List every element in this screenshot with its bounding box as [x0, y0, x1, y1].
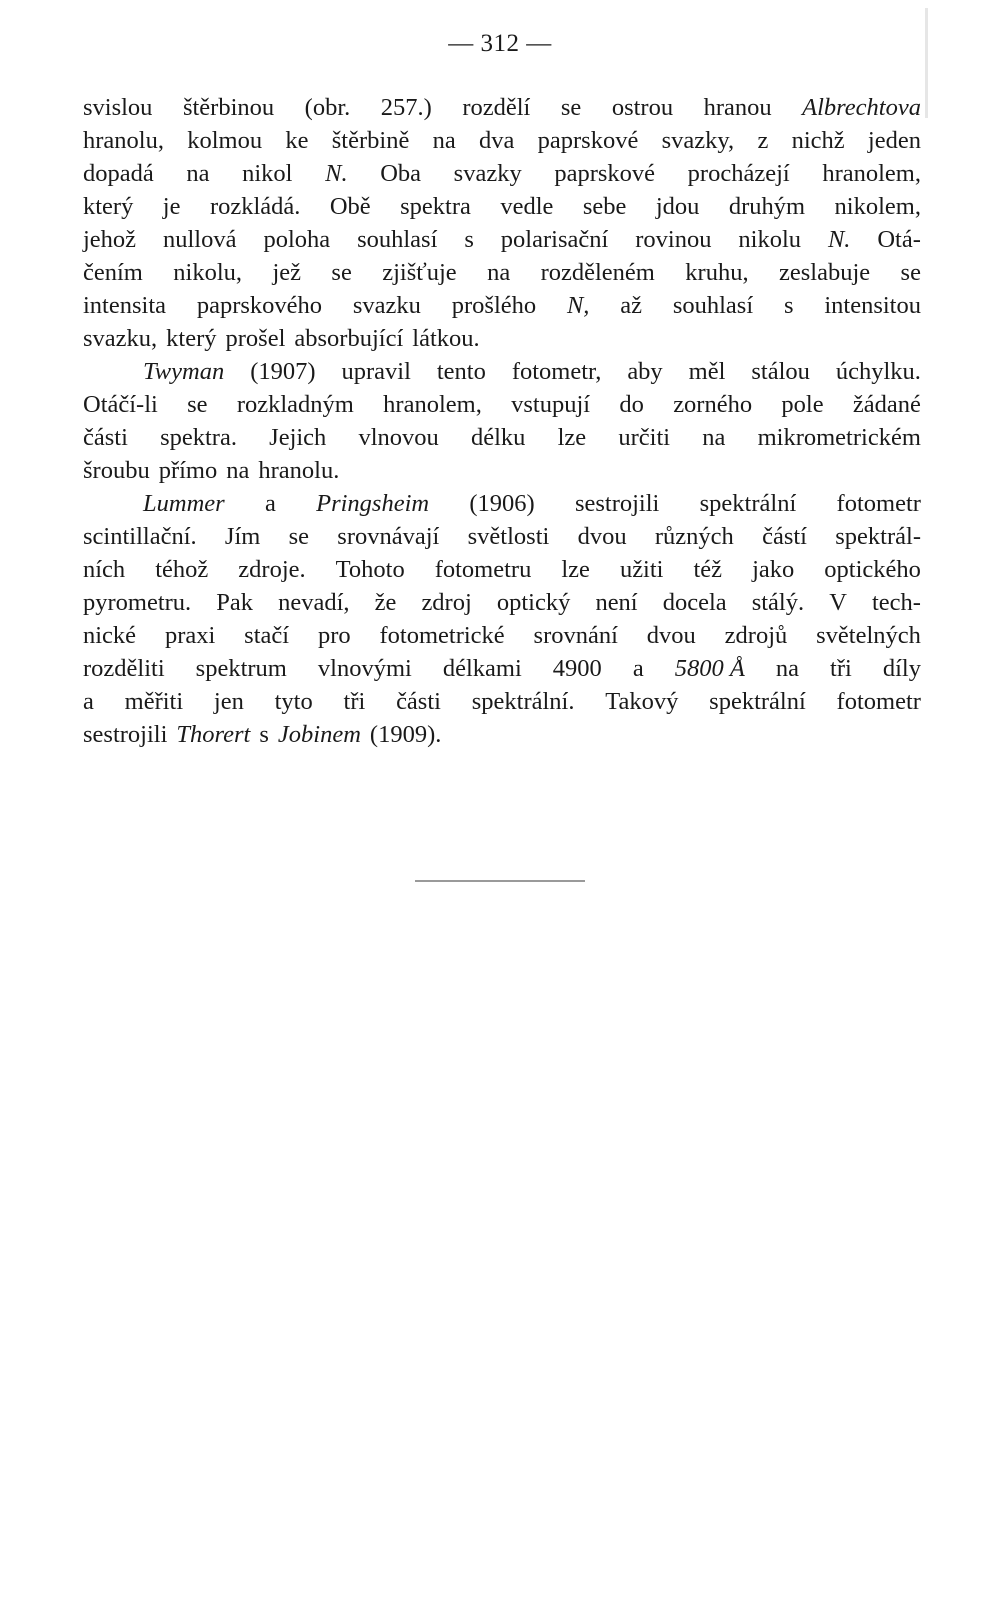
word: fotometr, — [511, 358, 602, 385]
text-line — [83, 157, 921, 190]
word: zdroj — [421, 589, 472, 616]
word: Otá- — [877, 226, 921, 253]
word: (1907) — [250, 358, 316, 385]
word: pyrometru. — [83, 589, 192, 616]
word: sestrojili — [83, 721, 168, 748]
word: části — [83, 424, 128, 451]
word: délkami — [442, 655, 522, 682]
word: svislou — [83, 94, 153, 121]
word: souhlasí — [357, 226, 438, 253]
word: různých — [654, 523, 734, 550]
word: paprskové — [554, 160, 656, 187]
word: intensitou — [824, 292, 921, 319]
word: svazku — [352, 292, 421, 319]
text-line — [83, 586, 921, 619]
word: jdou — [655, 193, 700, 220]
word: a — [632, 655, 644, 682]
word: nikolu, — [173, 259, 243, 286]
word: hranolu. — [258, 457, 340, 484]
text-line — [83, 355, 921, 388]
word: poloha — [263, 226, 331, 253]
word: 257.) — [380, 94, 432, 121]
word: fotometr — [836, 688, 921, 715]
word: fotometrické — [379, 622, 505, 649]
word: úchylku. — [835, 358, 921, 385]
word: spektrum — [195, 655, 287, 682]
word: Twyman — [143, 358, 225, 385]
word: rozděleném — [540, 259, 655, 286]
word: vstupují — [511, 391, 591, 418]
word: rozkládá. — [209, 193, 301, 220]
word: absorbující — [294, 325, 404, 352]
word: Jobinem — [277, 721, 361, 748]
word: užiti — [619, 556, 664, 583]
word: tři — [343, 688, 366, 715]
word: ostrou — [611, 94, 674, 121]
word: na — [226, 457, 250, 484]
word: spektrál- — [835, 523, 921, 550]
word: Jejich — [269, 424, 327, 451]
word: a — [264, 490, 276, 517]
text-line — [83, 487, 921, 520]
word: Albrechtova — [802, 94, 921, 121]
word: do — [619, 391, 644, 418]
word: stálý. — [751, 589, 805, 616]
word: Otáčí-li — [83, 391, 158, 418]
word: s — [783, 292, 794, 319]
word: pro — [317, 622, 351, 649]
word: kruhu, — [685, 259, 749, 286]
word: optického — [824, 556, 921, 583]
word: měl — [688, 358, 726, 385]
word: vlnovou — [358, 424, 439, 451]
text-line — [83, 652, 921, 685]
word: části — [396, 688, 441, 715]
body-text — [83, 91, 921, 751]
word: rozkladným — [236, 391, 354, 418]
word: s — [464, 226, 474, 253]
word: N. — [325, 160, 348, 187]
word: pole — [781, 391, 824, 418]
word: spektra. — [160, 424, 237, 451]
word: štěrbině — [331, 127, 410, 154]
word: Pak — [216, 589, 254, 616]
text-line — [83, 124, 921, 157]
word: rovinou — [635, 226, 712, 253]
word: se — [187, 391, 208, 418]
word: stačí — [244, 622, 290, 649]
word: vedle — [500, 193, 554, 220]
word: jeden — [867, 127, 921, 154]
word: látkou. — [412, 325, 480, 352]
word: se — [560, 94, 582, 121]
word: V — [829, 589, 847, 616]
text-line — [83, 256, 921, 289]
word: srovnání — [533, 622, 618, 649]
word: srovnávají — [337, 523, 440, 550]
word: 4900 — [552, 655, 602, 682]
word: ních — [83, 556, 126, 583]
word: zdroje. — [238, 556, 306, 583]
word: Jím — [224, 523, 261, 550]
text-line — [83, 223, 921, 256]
word: 5800 Å — [674, 655, 745, 682]
word: téhož — [155, 556, 209, 583]
text-line — [83, 553, 921, 586]
word: spektrální. — [471, 688, 575, 715]
word: (1906) — [469, 490, 535, 517]
word: docela — [662, 589, 727, 616]
word: není — [595, 589, 638, 616]
text-line — [83, 322, 921, 355]
word: (1909). — [369, 721, 442, 748]
word: díly — [882, 655, 921, 682]
scan-edge-line — [925, 8, 928, 118]
word: praxi — [164, 622, 216, 649]
word: na — [702, 424, 726, 451]
word: který — [166, 325, 217, 352]
word: polarisační — [500, 226, 609, 253]
word: aby — [627, 358, 663, 385]
word: dvou — [577, 523, 627, 550]
text-line — [83, 685, 921, 718]
word: nevadí, — [278, 589, 350, 616]
text-line — [83, 454, 921, 487]
text-line — [83, 289, 921, 322]
word: sebe — [582, 193, 627, 220]
word: fotometru — [434, 556, 532, 583]
word: šroubu — [83, 457, 150, 484]
word: štěrbinou — [182, 94, 275, 121]
word: kolmou — [187, 127, 263, 154]
word: intensita — [83, 292, 167, 319]
word: spektrální — [709, 688, 806, 715]
text-line — [83, 520, 921, 553]
word: dva — [478, 127, 515, 154]
word: svazku, — [83, 325, 158, 352]
word: světlosti — [467, 523, 550, 550]
word: hranou — [703, 94, 772, 121]
word: nichž — [791, 127, 845, 154]
word: N, — [566, 292, 590, 319]
word: jen — [213, 688, 244, 715]
word: svazky — [453, 160, 522, 187]
word: (obr. — [304, 94, 351, 121]
word: na — [432, 127, 456, 154]
word: s — [259, 721, 269, 748]
word: přímo — [158, 457, 218, 484]
word: je — [162, 193, 181, 220]
word: nullová — [163, 226, 237, 253]
word: se — [331, 259, 352, 286]
word: spektrální — [699, 490, 797, 517]
word: zeslabuje — [778, 259, 871, 286]
word: N. — [827, 226, 851, 253]
word: ke — [285, 127, 309, 154]
word: Tohoto — [335, 556, 405, 583]
paragraph — [83, 355, 921, 487]
word: na — [775, 655, 799, 682]
paragraph — [83, 91, 921, 355]
word: dvou — [646, 622, 696, 649]
word: nikol — [242, 160, 293, 187]
word: též — [693, 556, 723, 583]
word: stálou — [751, 358, 810, 385]
word: Oba — [380, 160, 422, 187]
word: prošlého — [451, 292, 537, 319]
word: žádané — [852, 391, 921, 418]
word: hranolem, — [822, 160, 921, 187]
word: zdrojů — [724, 622, 788, 649]
text-line — [83, 190, 921, 223]
text-line — [83, 388, 921, 421]
section-divider — [415, 880, 585, 882]
word: hranolem, — [383, 391, 482, 418]
word: hranolu, — [83, 127, 164, 154]
word: paprskového — [196, 292, 323, 319]
word: prošel — [225, 325, 286, 352]
word: na — [487, 259, 511, 286]
word: tyto — [274, 688, 313, 715]
word: částí — [762, 523, 807, 550]
word: Takový — [605, 688, 679, 715]
text-line — [83, 718, 921, 751]
word: se — [900, 259, 921, 286]
word: souhlasí — [672, 292, 754, 319]
word: se — [288, 523, 310, 550]
word: určiti — [618, 424, 671, 451]
word: nikolu — [738, 226, 802, 253]
word: světelných — [816, 622, 921, 649]
word: fotometr — [836, 490, 921, 517]
paragraph — [83, 487, 921, 751]
word: tech- — [871, 589, 921, 616]
word: tři — [830, 655, 852, 682]
word: který — [83, 193, 134, 220]
word: spektra — [400, 193, 471, 220]
word: zorného — [673, 391, 753, 418]
word: vlnovými — [317, 655, 412, 682]
text-line — [83, 91, 921, 124]
word: čením — [83, 259, 143, 286]
text-line — [83, 421, 921, 454]
word: procházejí — [687, 160, 790, 187]
word: měřiti — [124, 688, 184, 715]
word: na — [186, 160, 210, 187]
word: svazky, — [661, 127, 735, 154]
text-line — [83, 619, 921, 652]
word: druhým — [728, 193, 806, 220]
word: délku — [471, 424, 526, 451]
word: lze — [561, 556, 590, 583]
word: lze — [557, 424, 587, 451]
word: optický — [496, 589, 571, 616]
word: a — [83, 688, 94, 715]
word: rozděliti — [83, 655, 165, 682]
word: nikolem, — [834, 193, 921, 220]
word: tento — [436, 358, 486, 385]
word: sestrojili — [574, 490, 660, 517]
word: mikrometrickém — [757, 424, 921, 451]
word: dopadá — [83, 160, 154, 187]
word: paprskové — [537, 127, 639, 154]
word: Obě — [329, 193, 371, 220]
word: nické — [83, 622, 137, 649]
word: upravil — [341, 358, 411, 385]
word: Thorert — [176, 721, 251, 748]
word: scintillační. — [83, 523, 197, 550]
word: rozdělí — [462, 94, 531, 121]
word: že — [374, 589, 397, 616]
word: jež — [272, 259, 301, 286]
word: až — [620, 292, 642, 319]
word: jako — [752, 556, 795, 583]
word: z — [757, 127, 769, 154]
page-number: — 312 — — [448, 30, 552, 57]
word: Lummer — [143, 490, 225, 517]
word: jehož — [83, 226, 137, 253]
word: zjišťuje — [382, 259, 457, 286]
word: Pringsheim — [316, 490, 430, 517]
